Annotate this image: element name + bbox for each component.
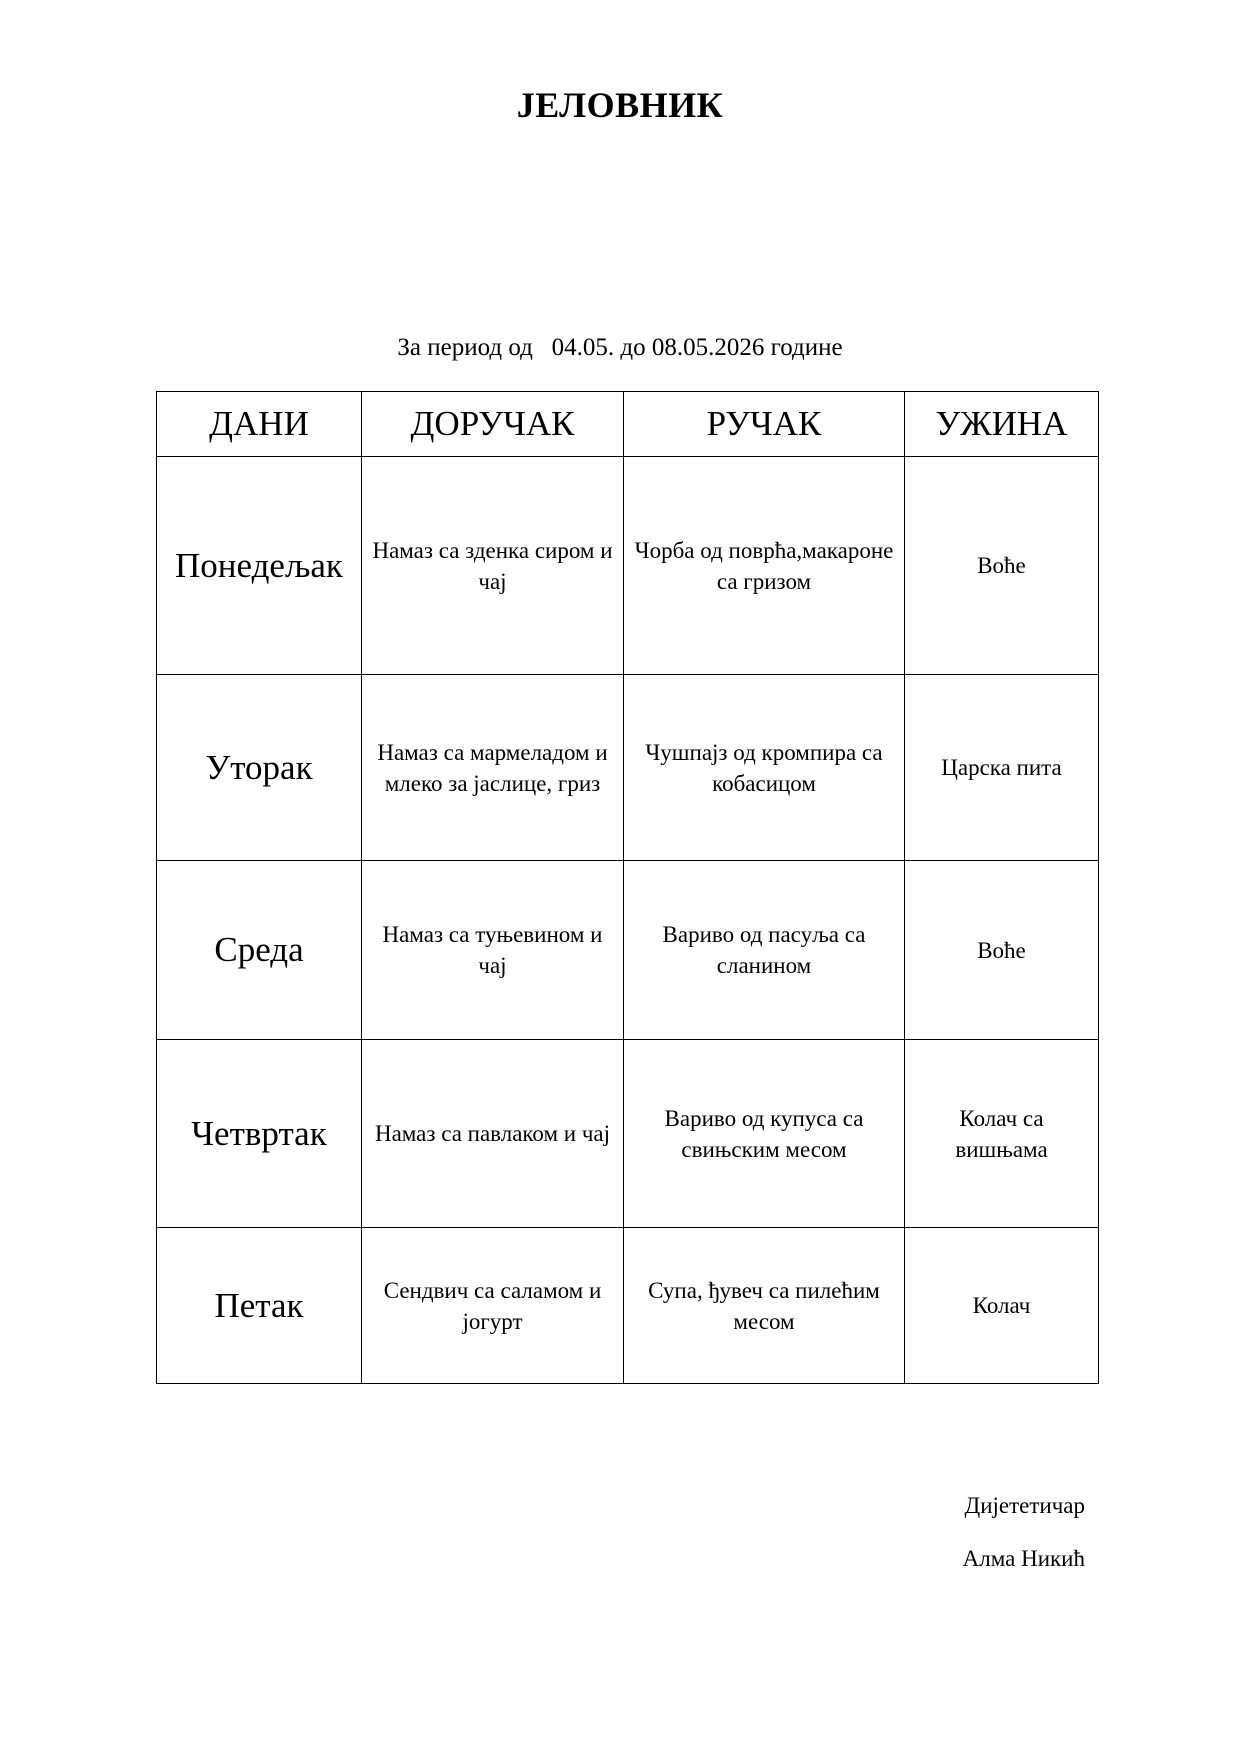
day-cell: Среда: [157, 861, 362, 1040]
lunch-cell: Вариво од купуса са свињским месом: [624, 1040, 905, 1228]
signature-role: Дијететичар: [964, 1493, 1085, 1518]
lunch-cell: Чушпајз од кромпира са кобасицом: [624, 675, 905, 861]
header-days: ДАНИ: [157, 392, 362, 457]
snack-cell: Колач: [905, 1228, 1099, 1384]
signature-name: Алма Никић: [962, 1546, 1085, 1571]
table-row: [157, 861, 1099, 1040]
snack-cell: Царска пита: [905, 675, 1099, 861]
breakfast-cell: Намаз са туњевином и чај: [362, 861, 624, 1040]
breakfast-cell: Намаз са мармеладом и млеко за јаслице, гриз: [362, 675, 624, 861]
breakfast-cell: Намаз са павлаком и чај: [362, 1040, 624, 1228]
table-row: [157, 1228, 1099, 1384]
menu-table: [156, 391, 1099, 1384]
snack-cell: Воће: [905, 861, 1099, 1040]
day-cell: Четвртак: [157, 1040, 362, 1228]
day-cell: Понедељак: [157, 457, 362, 675]
lunch-cell: Чорба од поврћа,макароне са гризом: [624, 457, 905, 675]
table-row: [157, 1040, 1099, 1228]
day-cell: Петак: [157, 1228, 362, 1384]
snack-cell: Колач са вишњама: [905, 1040, 1099, 1228]
breakfast-cell: Намаз са зденка сиром и чај: [362, 457, 624, 675]
snack-cell: Воће: [905, 457, 1099, 675]
day-cell: Уторак: [157, 675, 362, 861]
breakfast-cell: Сендвич са саламом и јогурт: [362, 1228, 624, 1384]
lunch-cell: Вариво од пасуља са сланином: [624, 861, 905, 1040]
lunch-cell: Супа, ђувеч са пилећим месом: [624, 1228, 905, 1384]
header-breakfast: ДОРУЧАК: [362, 392, 624, 457]
period-line: За период од 04.05. до 08.05.2026 године: [397, 334, 843, 361]
header-snack: УЖИНА: [905, 392, 1099, 457]
table-header-row: [157, 392, 1099, 457]
document-title: ЈЕЛОВНИК: [516, 85, 724, 125]
table-row: [157, 675, 1099, 861]
table-row: [157, 457, 1099, 675]
header-lunch: РУЧАК: [624, 392, 905, 457]
